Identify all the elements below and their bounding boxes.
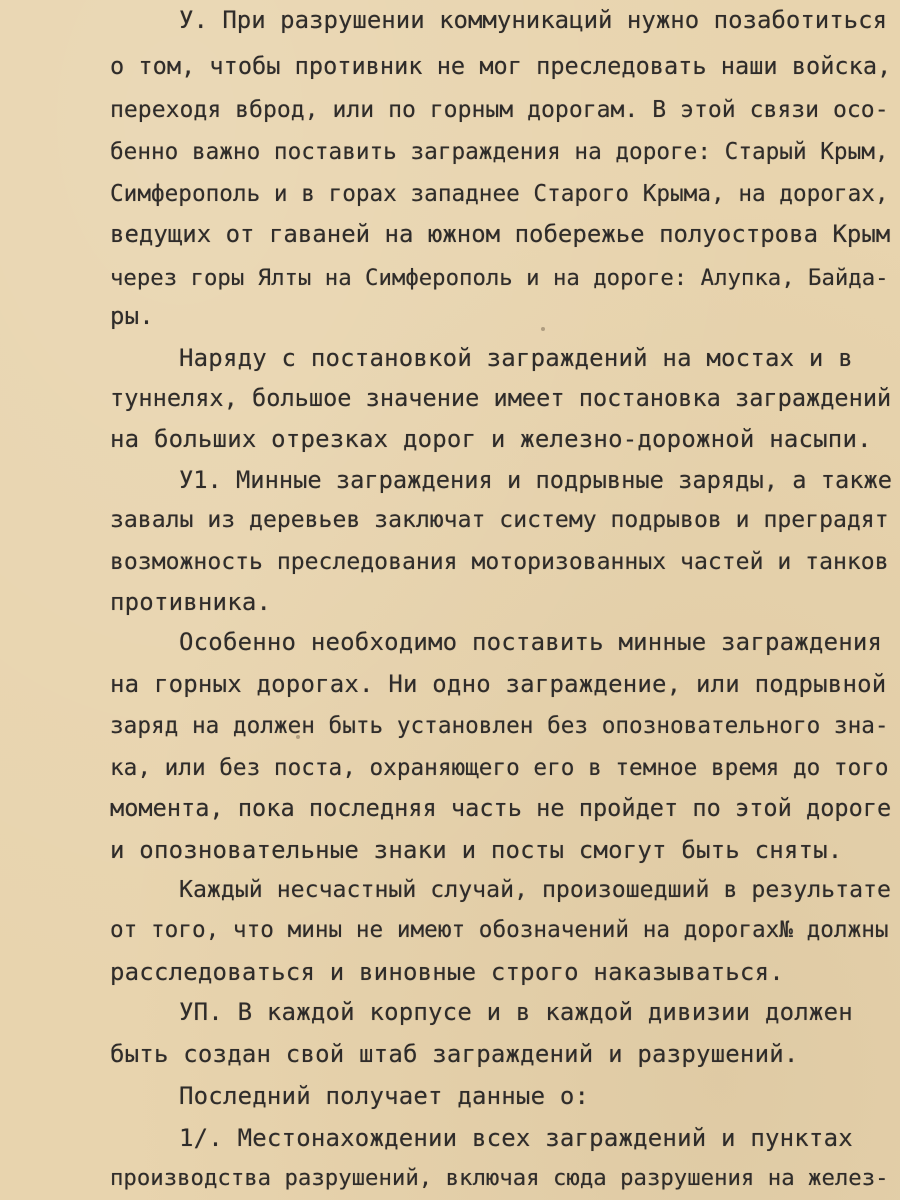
text-line: ры. (110, 302, 154, 330)
text-line: ка, или без поста, охраняющего его в темное время до того (110, 755, 889, 781)
text-line: Наряду с постановкой заграждений на мостах и в (179, 344, 853, 372)
text-line: 1/. Местонахождении всех заграждений и пунктах (179, 1124, 853, 1152)
text-line: бенно важно поставить заграждения на дороге: Старый Крым, (110, 139, 889, 165)
text-line: расследоваться и виновные строго наказываться. (110, 958, 784, 986)
text-line: на горных дорогах. Ни одно заграждение, или подрывной (110, 670, 887, 698)
text-line: У1. Минные заграждения и подрывные заряды, а также (179, 466, 893, 494)
text-line: Каждый несчастный случай, произошедший в результате (179, 876, 891, 903)
text-line: возможность преследования моторизованных частей и танков (110, 549, 889, 575)
text-line: У. При разрушении коммуникаций нужно позаботиться (179, 6, 888, 34)
text-line: через горы Ялты на Симферополь и на дороге: Алупка, Байда- (110, 265, 889, 291)
text-line: о том, чтобы противник не мог преследовать наши войска, (110, 52, 892, 80)
text-line: быть создан свой штаб заграждений и разрушений. (110, 1040, 799, 1068)
text-line: Особенно необходимо поставить минные заграждения (179, 628, 883, 656)
text-line: заряд на должен быть установлен без опозновательного зна- (110, 713, 889, 739)
text-line: противника. (110, 588, 272, 616)
text-line: туннелях, большое значение имеет постановка заграждений (110, 384, 892, 412)
text-line: ведущих от гаваней на южном побережье полуострова Крым (110, 220, 891, 248)
text-line: завалы из деревьев заключат систему подрывов и преградят (110, 507, 889, 533)
text-line: на больших отрезках дорог и железно-дорожной насыпи. (110, 425, 872, 453)
text-line: производства разрушений, включая сюда разрушения на желез- (110, 1165, 889, 1191)
text-line: момента, пока последняя часть не пройдет по этой дороге (110, 794, 892, 822)
text-line: Симферополь и в горах западнее Старого Крыма, на дорогах, (110, 181, 889, 207)
text-line: УП. В каждой корпусе и в каждой дивизии должен (179, 998, 853, 1026)
text-line: Последний получает данные о: (179, 1082, 590, 1110)
text-line: переходя вброд, или по горным дорогам. В этой связи осо- (110, 97, 889, 123)
text-line: и опозновательные знаки и посты смогут быть сняты. (110, 836, 843, 864)
text-line: от того, что мины не имеют обозначений на дорогах№ должны (110, 917, 889, 943)
